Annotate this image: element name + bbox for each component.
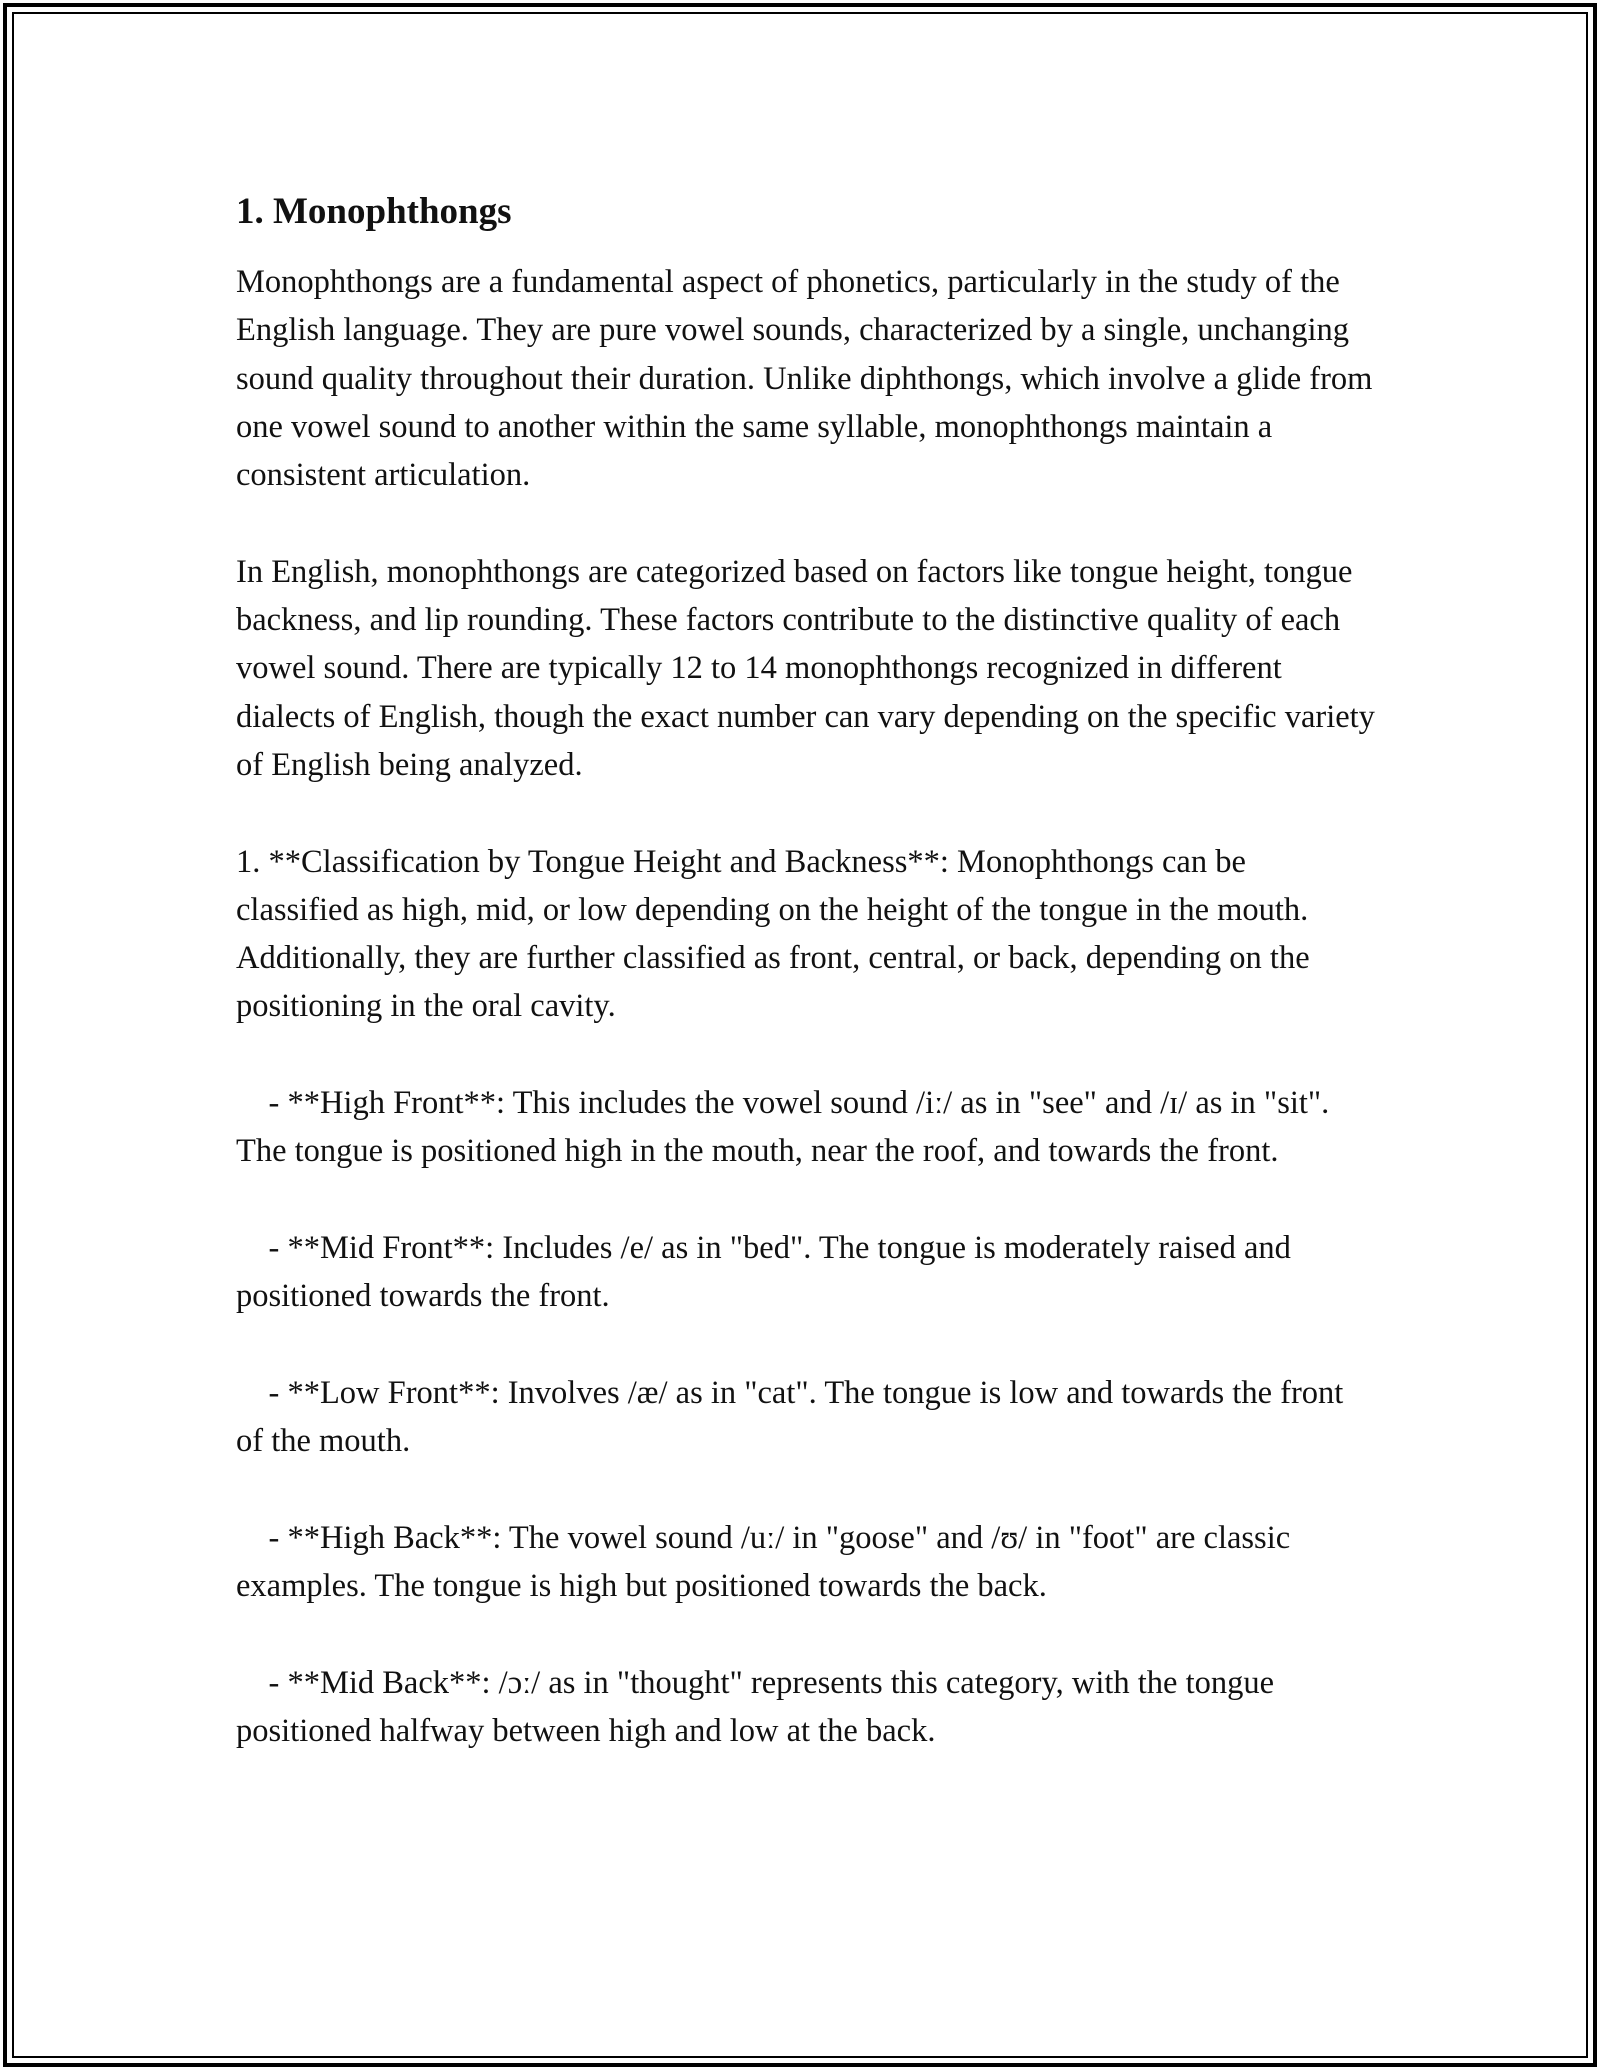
classification-paragraph: 1. **Classification by Tongue Height and Backness**: Monophthongs can be classified as high, mid, or low depending on the height of the tongue in the mouth. Additionally, they are further classified as front, central, or back, depending on the positioning in the oral cavity.	[236, 843, 1318, 1025]
list-item-high-front: - **High Front**: This includes the vowel sound /iː/ as in "see" and /ɪ/ as in "sit". The tongue is positioned high in the mouth, near the roof, and towards the front.	[236, 1085, 1337, 1170]
categorization-paragraph: In English, monophthongs are categorized based on factors like tongue height, tongue backness, and lip rounding. These factors contribute to the distinctive quality of each vowel sound. There are typically 12 to 14 monophthongs recognized in different dialects of English, though the exact number can vary depending on the specific variety of English being analyzed.	[236, 553, 1384, 783]
paragraph-spacer	[236, 1031, 1376, 1079]
paragraph-spacer	[236, 1610, 1376, 1658]
paragraph-spacer	[236, 1176, 1376, 1224]
list-item-low-front: - **Low Front**: Involves /æ/ as in "cat". The tongue is low and towards the front of the mouth.	[236, 1374, 1352, 1460]
intro-paragraph: Monophthongs are a fundamental aspect of phonetics, particularly in the study of the English language. They are pure vowel sounds, characterized by a single, unchanging sound quality throughout their duration. Unlike diphthongs, which involve a glide from one vowel sound to another within the same syllable, monophthongs maintain a consistent articulation.	[236, 264, 1381, 494]
section-heading: 1. Monophthongs	[236, 191, 512, 232]
list-item-mid-back: - **Mid Back**: /ɔː/ as in "thought" represents this category, with the tongue positioned halfway between high and low at the back.	[236, 1664, 1283, 1749]
list-item-mid-front: - **Mid Front**: Includes /e/ as in "bed". The tongue is moderately raised and positioned towards the front.	[236, 1229, 1300, 1315]
paragraph-spacer	[236, 1321, 1376, 1369]
list-item-high-back: - **High Back**: The vowel sound /uː/ in "goose" and /ʊ/ in "foot" are classic examples. The tongue is high but positioned towards the back.	[236, 1519, 1299, 1605]
paragraph-spacer	[236, 789, 1376, 837]
paragraph-spacer	[236, 1465, 1376, 1513]
document-body	[236, 188, 1384, 1755]
paragraph-spacer	[236, 499, 1376, 547]
